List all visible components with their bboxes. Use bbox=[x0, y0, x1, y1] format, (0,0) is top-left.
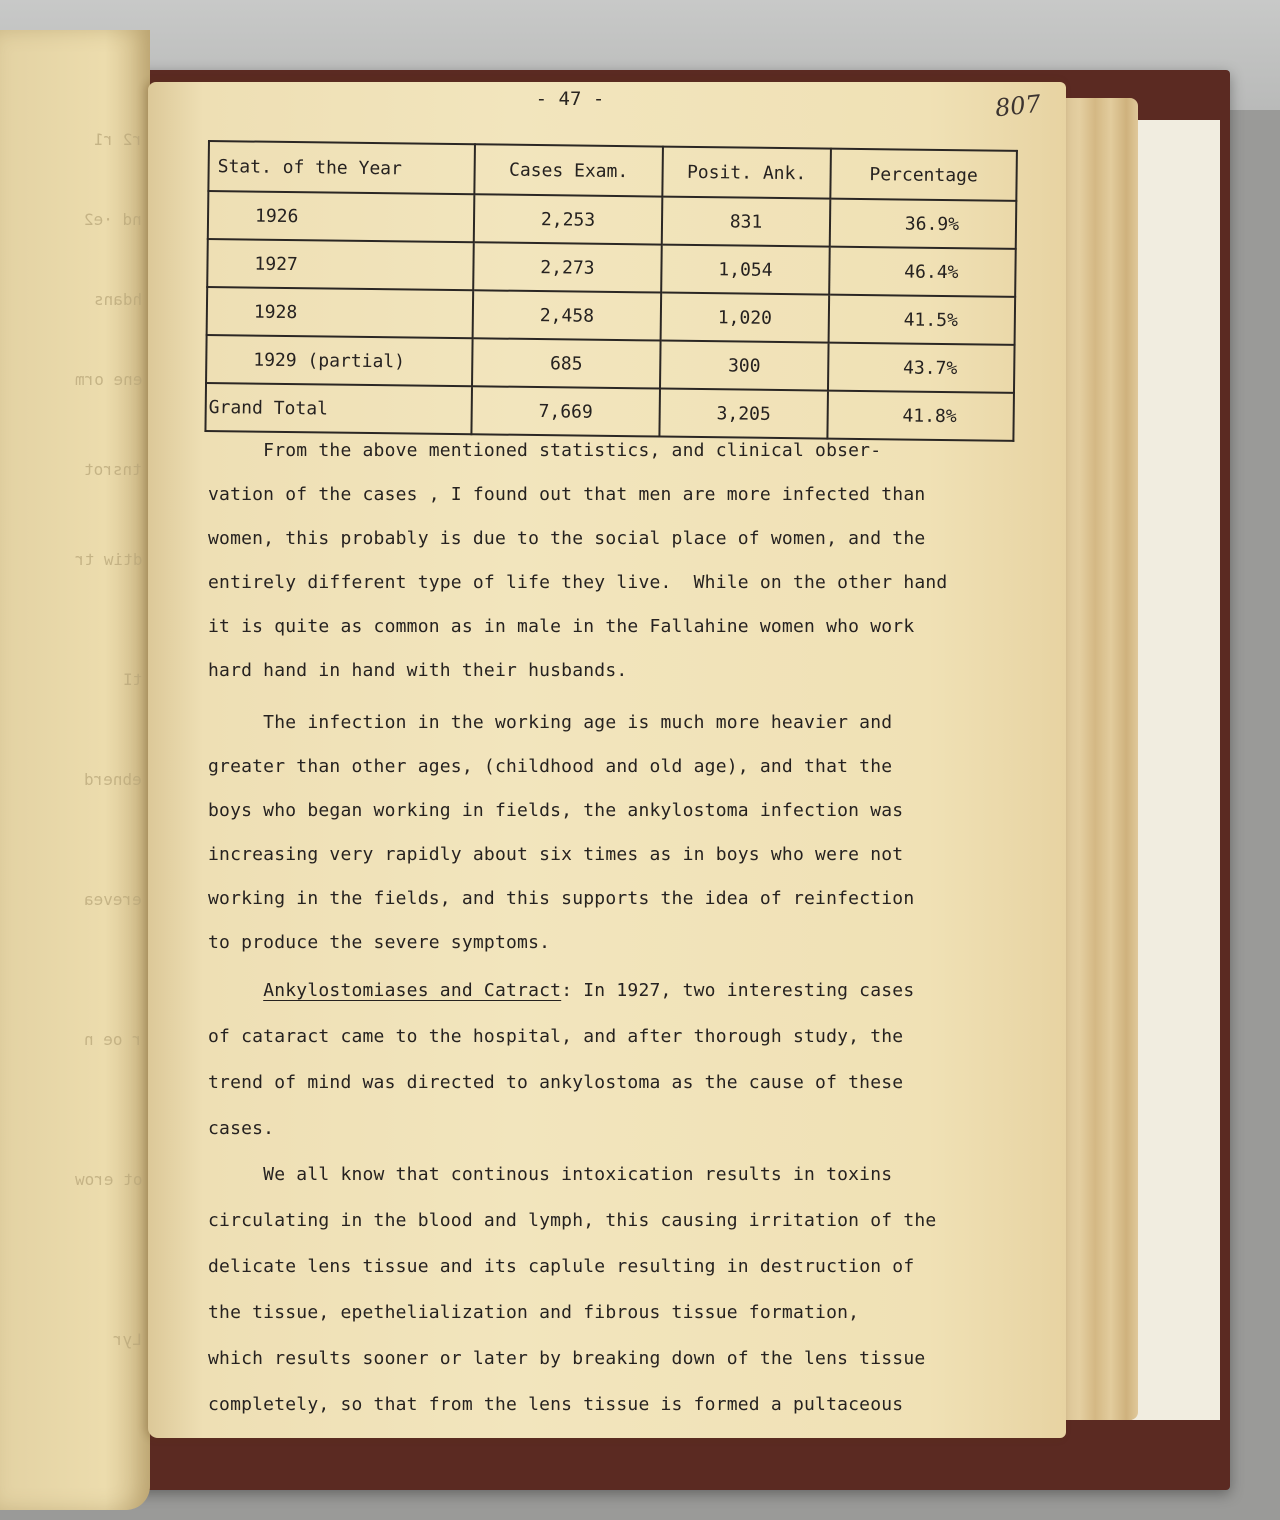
body-text-line: boys who began working in fields, the ankylostoma infection was bbox=[208, 800, 904, 821]
body-text-line: entirely different type of life they live. While on the other hand bbox=[208, 572, 948, 593]
table-cell: 36.9% bbox=[830, 199, 1017, 249]
table-cell: 41.5% bbox=[829, 295, 1016, 345]
table-cell: 1926 bbox=[208, 191, 475, 242]
bleed-through-text: r2 r1 bbox=[93, 130, 142, 149]
body-text-line: it is quite as common as in male in the Fallahine women who work bbox=[208, 616, 915, 637]
body-text-line: trend of mind was directed to ankylostoma as the cause of these bbox=[208, 1072, 904, 1093]
endpaper bbox=[1130, 120, 1220, 1420]
bleed-through-text: Lyr bbox=[113, 1330, 142, 1349]
bleed-through-text: tI bbox=[122, 670, 142, 689]
bleed-through-text: ot erow bbox=[74, 1170, 142, 1189]
body-text-line: of cataract came to the hospital, and after thorough study, the bbox=[208, 1026, 904, 1047]
left-page bbox=[0, 30, 150, 1510]
table-cell: 3,205 bbox=[659, 389, 828, 439]
table-cell: 300 bbox=[660, 341, 829, 391]
body-text-line: We all know that continous intoxication results in toxins bbox=[208, 1164, 893, 1185]
table-cell: 1,054 bbox=[661, 245, 830, 295]
section-heading-line bbox=[208, 980, 1038, 1001]
table-header: Percentage bbox=[830, 149, 1017, 201]
bleed-through-text: r oe n bbox=[84, 1030, 142, 1049]
table-cell: 1929 (partial) bbox=[206, 335, 473, 386]
heading-continuation: : In 1927, two interesting cases bbox=[561, 980, 915, 1001]
body-text-line: circulating in the blood and lymph, this causing irritation of the bbox=[208, 1210, 937, 1231]
table-cell: 831 bbox=[662, 197, 831, 247]
body-text-line: which results sooner or later by breaking down of the lens tissue bbox=[208, 1348, 926, 1369]
section-heading: Ankylostomiases and Catract bbox=[263, 980, 562, 1001]
table-header: Posit. Ank. bbox=[662, 147, 831, 199]
body-text-line: the tissue, epethelialization and fibrous tissue formation, bbox=[208, 1302, 860, 1323]
bleed-through-text: dtiw tr bbox=[74, 550, 142, 569]
body-text-line: delicate lens tissue and its caplule resulting in destruction of bbox=[208, 1256, 915, 1277]
body-text-line: vation of the cases , I found out that men are more infected than bbox=[208, 484, 926, 505]
page-number: - 47 - bbox=[535, 88, 605, 110]
table-cell: 685 bbox=[472, 338, 661, 388]
table-header: Stat. of the Year bbox=[208, 141, 475, 194]
body-text-line: women, this probably is due to the social place of women, and the bbox=[208, 528, 926, 549]
table-cell: 2,458 bbox=[473, 290, 662, 340]
bleed-through-text: hdans bbox=[93, 290, 142, 309]
bleed-through-text: ebnerd bbox=[84, 770, 142, 789]
bleed-through-text: erevea bbox=[84, 890, 142, 909]
body-text-line: completely, so that from the lens tissue is formed a pultaceous bbox=[208, 1394, 904, 1415]
body-text-line: working in the fields, and this supports the idea of reinfection bbox=[208, 888, 915, 909]
table-cell: 41.8% bbox=[827, 391, 1014, 441]
table-row-total bbox=[205, 383, 1014, 441]
bleed-through-text: tnsrot bbox=[84, 460, 142, 479]
body-text-line: hard hand in hand with their husbands. bbox=[208, 660, 628, 681]
bleed-through-text: nd ·e2 bbox=[84, 210, 142, 229]
table-cell: 46.4% bbox=[829, 247, 1016, 297]
table-cell: 1927 bbox=[207, 239, 474, 290]
body-text-line: to produce the severe symptoms. bbox=[208, 932, 551, 953]
body-text-line: From the above mentioned statistics, and clinical obser- bbox=[208, 440, 882, 461]
table-cell: Grand Total bbox=[205, 383, 472, 434]
statistics-table bbox=[204, 140, 1018, 442]
table-cell: 7,669 bbox=[471, 386, 660, 436]
table-cell: 2,253 bbox=[474, 194, 663, 244]
body-text-line: cases. bbox=[208, 1118, 275, 1139]
bleed-through-text: ene orm bbox=[74, 370, 142, 389]
table-cell: 1,020 bbox=[661, 293, 830, 343]
table-cell: 43.7% bbox=[828, 343, 1015, 393]
table-cell: 1928 bbox=[207, 287, 474, 338]
table-cell: 2,273 bbox=[473, 242, 662, 292]
heading-indent bbox=[208, 980, 263, 1001]
page-edges bbox=[1060, 98, 1138, 1420]
body-text-line: The infection in the working age is much more heavier and bbox=[208, 712, 893, 733]
folio-number: 807 bbox=[993, 89, 1043, 123]
table-header: Cases Exam. bbox=[474, 144, 663, 196]
body-text-line: greater than other ages, (childhood and old age), and that the bbox=[208, 756, 893, 777]
body-text-line: increasing very rapidly about six times as in boys who were not bbox=[208, 844, 904, 865]
